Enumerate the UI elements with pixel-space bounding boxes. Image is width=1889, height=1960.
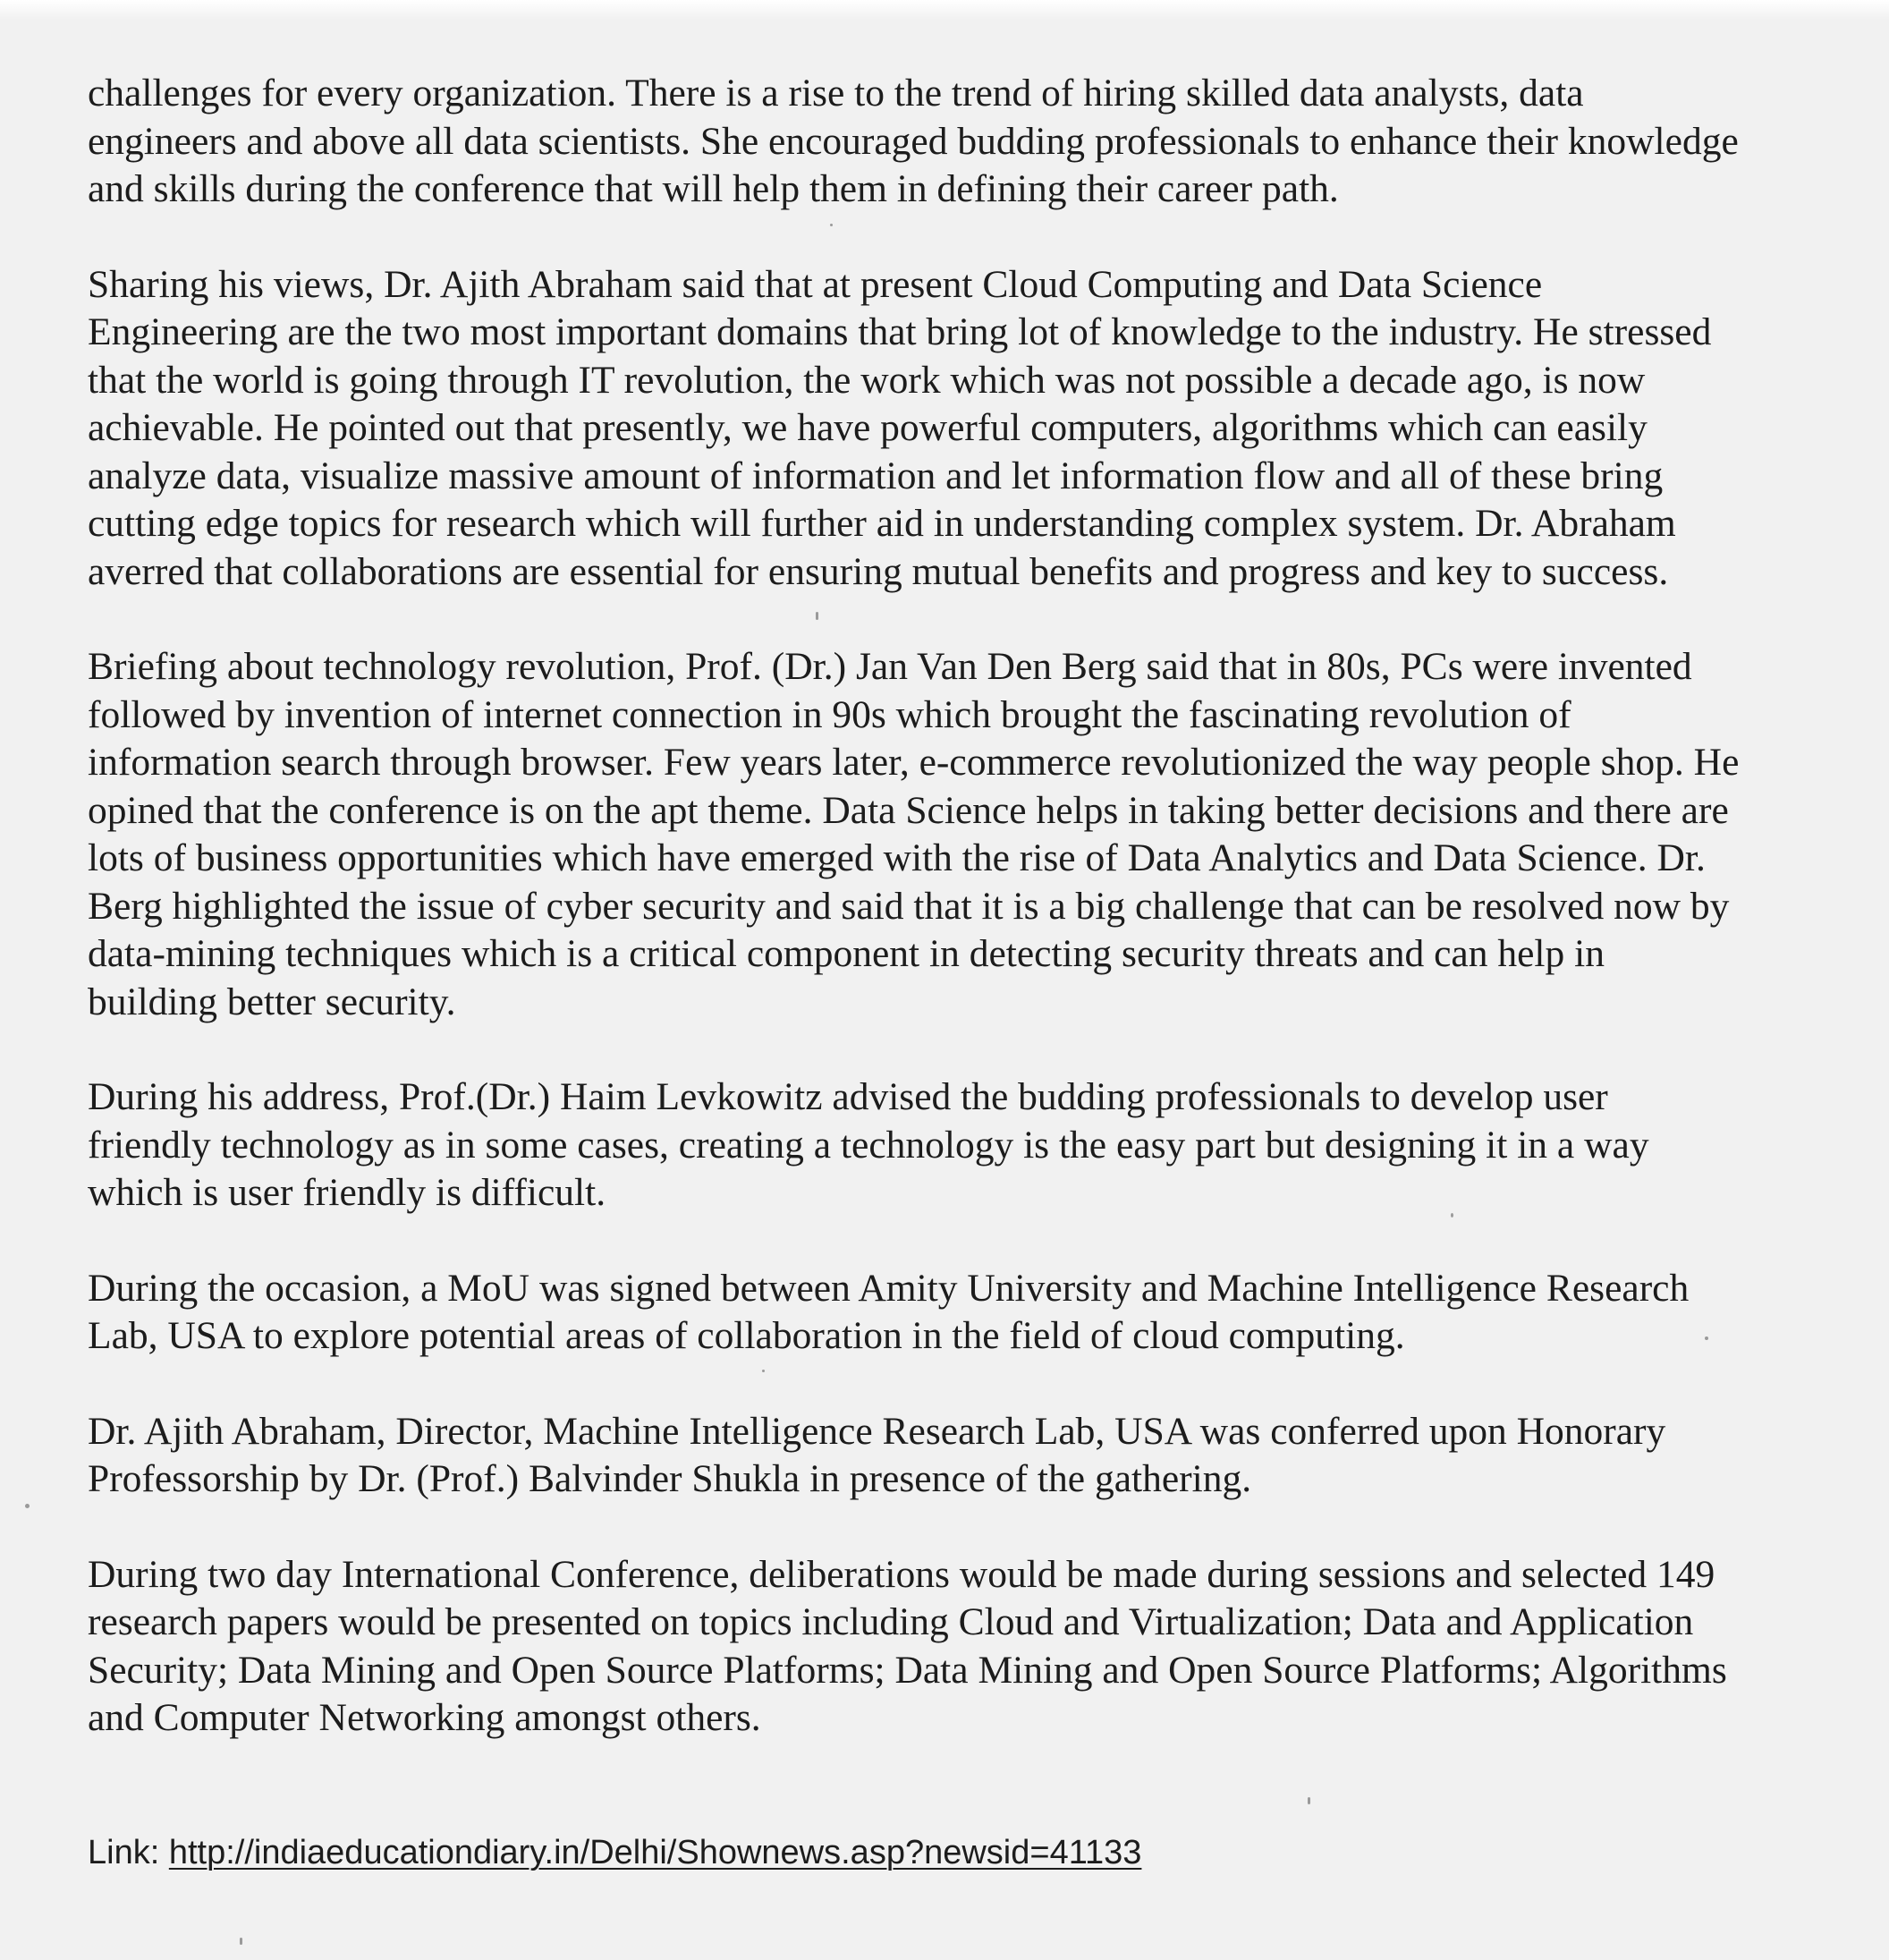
scan-speck bbox=[240, 1938, 242, 1945]
paragraph-6 bbox=[88, 1408, 1850, 1504]
link-label: Link: bbox=[88, 1834, 169, 1871]
scan-speck bbox=[762, 1370, 765, 1372]
scan-speck bbox=[830, 224, 833, 226]
text-line: averred that collaborations are essential for ensuring mutual benefits and progress and key to success. bbox=[88, 549, 1669, 593]
text-line: Lab, USA to explore potential areas of collaboration in the field of cloud computing. bbox=[88, 1314, 1405, 1357]
text-line: which is user friendly is difficult. bbox=[88, 1171, 606, 1214]
text-line: During the occasion, a MoU was signed between Amity University and Machine Intelligence Research bbox=[88, 1266, 1690, 1310]
scan-speck bbox=[816, 612, 818, 620]
scan-speck bbox=[1705, 1336, 1708, 1340]
scan-edge bbox=[0, 0, 1889, 20]
paragraph-2 bbox=[88, 261, 1850, 597]
text-line: Security; Data Mining and Open Source Platforms; Data Mining and Open Source Platforms; Algorithms bbox=[88, 1648, 1727, 1692]
paragraph-3 bbox=[88, 643, 1850, 1026]
text-line: cutting edge topics for research which will further aid in understanding complex system. Dr. Abraham bbox=[88, 502, 1676, 545]
scan-speck bbox=[25, 1504, 30, 1508]
text-line: challenges for every organization. There is a rise to the trend of hiring skilled data analysts, data bbox=[88, 72, 1584, 115]
text-line: During two day International Conference, deliberations would be made during sessions and selected 149 bbox=[88, 1552, 1715, 1596]
text-line: During his address, Prof.(Dr.) Haim Levkowitz advised the budding professionals to develop user bbox=[88, 1075, 1608, 1118]
paragraph-5 bbox=[88, 1265, 1850, 1361]
paragraph-4 bbox=[88, 1073, 1850, 1218]
text-line: friendly technology as in some cases, creating a technology is the easy part but designing it in a way bbox=[88, 1123, 1649, 1167]
text-line: and Computer Networking amongst others. bbox=[88, 1696, 761, 1739]
text-line: Berg highlighted the issue of cyber security and said that it is a big challenge that can be resolved now by bbox=[88, 884, 1730, 928]
text-line: building better security. bbox=[88, 980, 456, 1023]
paragraph-1 bbox=[88, 70, 1850, 214]
source-link-line bbox=[88, 1830, 1141, 1875]
text-line: research papers would be presented on topics including Cloud and Virtualization; Data and Application bbox=[88, 1600, 1694, 1643]
text-line: opined that the conference is on the apt theme. Data Science helps in taking better decisions and there are bbox=[88, 788, 1729, 832]
text-line: data-mining techniques which is a critical component in detecting security threats and can help in bbox=[88, 932, 1605, 975]
text-line: Sharing his views, Dr. Ajith Abraham said that at present Cloud Computing and Data Science bbox=[88, 262, 1543, 306]
text-line: achievable. He pointed out that presently, we have powerful computers, algorithms which can easily bbox=[88, 406, 1648, 449]
text-line: Engineering are the two most important domains that bring lot of knowledge to the industry. He stressed bbox=[88, 310, 1712, 353]
text-line: followed by invention of internet connection in 90s which brought the fascinating revolution of bbox=[88, 692, 1571, 736]
source-link[interactable]: http://indiaeducationdiary.in/Delhi/Shownews.asp?newsid=41133 bbox=[168, 1834, 1142, 1871]
text-line: engineers and above all data scientists. She encouraged budding professionals to enhance their knowledge bbox=[88, 119, 1739, 163]
scan-speck bbox=[1308, 1797, 1310, 1804]
scan-speck bbox=[1451, 1213, 1453, 1218]
text-line: information search through browser. Few years later, e-commerce revolutionized the way people shop. He bbox=[88, 741, 1740, 784]
text-line: analyze data, visualize massive amount of information and let information flow and all of these bring bbox=[88, 454, 1664, 497]
text-line: lots of business opportunities which have emerged with the rise of Data Analytics and Data Science. Dr. bbox=[88, 836, 1706, 879]
text-line: that the world is going through IT revolution, the work which was not possible a decade ago, is now bbox=[88, 358, 1646, 402]
text-line: Professorship by Dr. (Prof.) Balvinder Shukla in presence of the gathering. bbox=[88, 1457, 1252, 1500]
text-line: Briefing about technology revolution, Prof. (Dr.) Jan Van Den Berg said that in 80s, PCs were invented bbox=[88, 645, 1692, 688]
text-line: and skills during the conference that will help them in defining their career path. bbox=[88, 167, 1339, 210]
article-body bbox=[88, 70, 1850, 1790]
text-line: Dr. Ajith Abraham, Director, Machine Intelligence Research Lab, USA was conferred upon Honorary bbox=[88, 1409, 1666, 1453]
paragraph-7 bbox=[88, 1551, 1850, 1743]
